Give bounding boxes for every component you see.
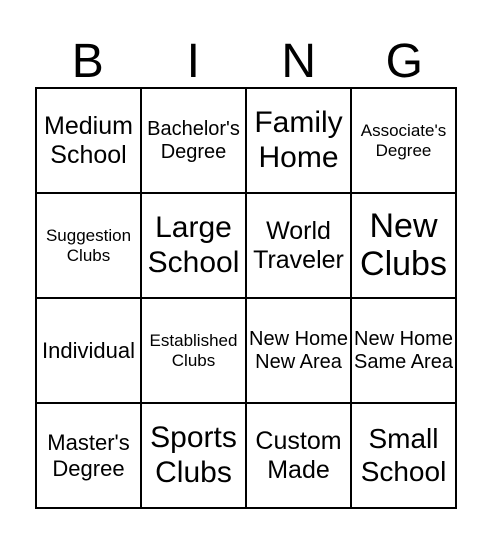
bingo-cell[interactable]: Established Clubs bbox=[141, 298, 246, 403]
header-letter-b: B bbox=[71, 35, 104, 88]
bingo-cell[interactable]: Family Home bbox=[246, 88, 351, 193]
bingo-cell[interactable]: Bachelor's Degree bbox=[141, 88, 246, 193]
bingo-cell[interactable]: Sports Clubs bbox=[141, 403, 246, 508]
header-letter-n: N bbox=[281, 35, 317, 88]
header-letter-i: I bbox=[186, 35, 200, 88]
bingo-header bbox=[35, 30, 457, 88]
bingo-cell[interactable]: Custom Made bbox=[246, 403, 351, 508]
bingo-cell[interactable]: New Home Same Area bbox=[351, 298, 456, 403]
bingo-cell[interactable]: Individual bbox=[36, 298, 141, 403]
bingo-cell[interactable]: Master's Degree bbox=[36, 403, 141, 508]
bingo-cell[interactable]: Associate's Degree bbox=[351, 88, 456, 193]
header-letter-g: G bbox=[385, 35, 423, 88]
bingo-board bbox=[35, 87, 457, 509]
bingo-cell[interactable]: New Clubs bbox=[351, 193, 456, 298]
bingo-cell[interactable]: Large School bbox=[141, 193, 246, 298]
bingo-cell[interactable]: Suggestion Clubs bbox=[36, 193, 141, 298]
bingo-cell[interactable]: New Home New Area bbox=[246, 298, 351, 403]
bingo-cell[interactable]: Small School bbox=[351, 403, 456, 508]
bingo-cell[interactable]: World Traveler bbox=[246, 193, 351, 298]
bingo-cell[interactable]: Medium School bbox=[36, 88, 141, 193]
